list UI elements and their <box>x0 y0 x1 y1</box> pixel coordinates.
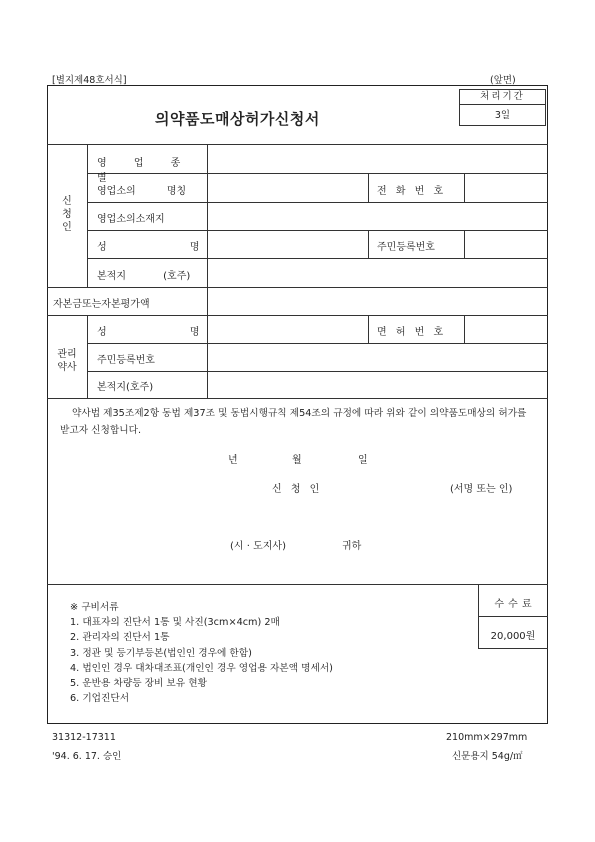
processing-period-label: 처리기간 <box>460 90 545 105</box>
rule <box>368 173 369 202</box>
rule <box>368 315 369 343</box>
date-month: 월 <box>292 455 302 466</box>
processing-period-box <box>459 89 546 126</box>
rule <box>47 315 548 316</box>
fee-label: 수 수 료 <box>494 599 532 610</box>
rule <box>87 202 548 203</box>
date-day: 일 <box>358 455 368 466</box>
rule <box>87 144 88 287</box>
license-number-label: 면 허 번 호 <box>377 327 447 338</box>
form-title: 의약품도매상허가신청서 <box>155 110 320 128</box>
applicant-domicile-label: 본적지 (호주) <box>97 271 191 282</box>
pharmacist-name-label: 성 명 <box>97 327 200 338</box>
document-item: 1. 대표자의 진단서 1통 및 사진(3cm×4cm) 2매 <box>70 617 280 629</box>
recipient-office: (시 · 도지사) <box>230 541 286 552</box>
rule <box>87 230 548 231</box>
rule <box>47 398 548 399</box>
form-code: 31312-17311 <box>52 732 116 743</box>
date-year: 년 <box>228 455 238 466</box>
rule <box>207 144 208 398</box>
rule <box>47 287 548 288</box>
paper-type: 신문용지 54g/㎡ <box>452 751 523 762</box>
capital-label: 자본금또는자본평가액 <box>53 299 150 310</box>
applicant-resident-number-label: 주민등록번호 <box>377 242 435 253</box>
business-name-label: 영업소의 명칭 <box>97 186 187 197</box>
document-item: 6. 기업진단서 <box>70 693 130 705</box>
rule <box>478 616 548 617</box>
business-address-label: 영업소의소재지 <box>97 214 165 225</box>
applicant-sign-label: 신 청 인 <box>272 484 320 495</box>
phone-label: 전 화 번 호 <box>377 186 447 197</box>
rule <box>87 315 88 398</box>
document-item: 4. 법인인 경우 대차대조표(개인인 경우 영업용 자본액 명세서) <box>70 662 333 674</box>
rule <box>47 584 548 585</box>
document-item: 5. 운반용 차량등 장비 보유 현황 <box>70 678 207 690</box>
documents-heading: ※ 구비서류 <box>70 602 119 613</box>
required-documents <box>70 600 333 706</box>
form-number: [별지제48호서식] <box>52 75 127 86</box>
rule <box>87 343 548 344</box>
application-statement: 약사법 제35조제2항 동법 제37조 및 동법시행규칙 제54조의 규정에 따라 위와 같이 의약품도매상의 허가를 받고자 신청합니다. <box>60 408 527 436</box>
processing-period-value: 3일 <box>494 110 511 121</box>
business-type-label: 영 업 종 별 <box>97 158 193 184</box>
document-item: 2. 관리자의 진단서 1통 <box>70 632 170 644</box>
applicant-section-label: 신 청 인 <box>62 196 72 233</box>
document-item: 3. 정관 및 등기부등본(법인인 경우에 한함) <box>70 647 252 659</box>
pharmacist-resident-number-label: 주민등록번호 <box>97 355 155 366</box>
rule <box>478 648 548 649</box>
rule <box>47 144 548 145</box>
paper-size: 210mm×297mm <box>446 732 528 743</box>
rule <box>368 230 369 258</box>
rule <box>464 173 465 202</box>
pharmacist-domicile-label: 본적지(호주) <box>97 382 154 393</box>
approval-date: '94. 6. 17. 승인 <box>52 751 122 762</box>
rule <box>464 230 465 258</box>
page-side: (앞면) <box>490 75 516 86</box>
applicant-name-label: 성 명 <box>97 242 200 253</box>
rule <box>464 315 465 343</box>
rule <box>87 258 548 259</box>
rule <box>87 371 548 372</box>
signature-note: (서명 또는 인) <box>450 484 513 495</box>
fee-value: 20,000원 <box>490 631 536 642</box>
pharmacist-section-label: 관리 약사 <box>57 349 77 373</box>
recipient-honorific: 귀하 <box>342 541 362 552</box>
